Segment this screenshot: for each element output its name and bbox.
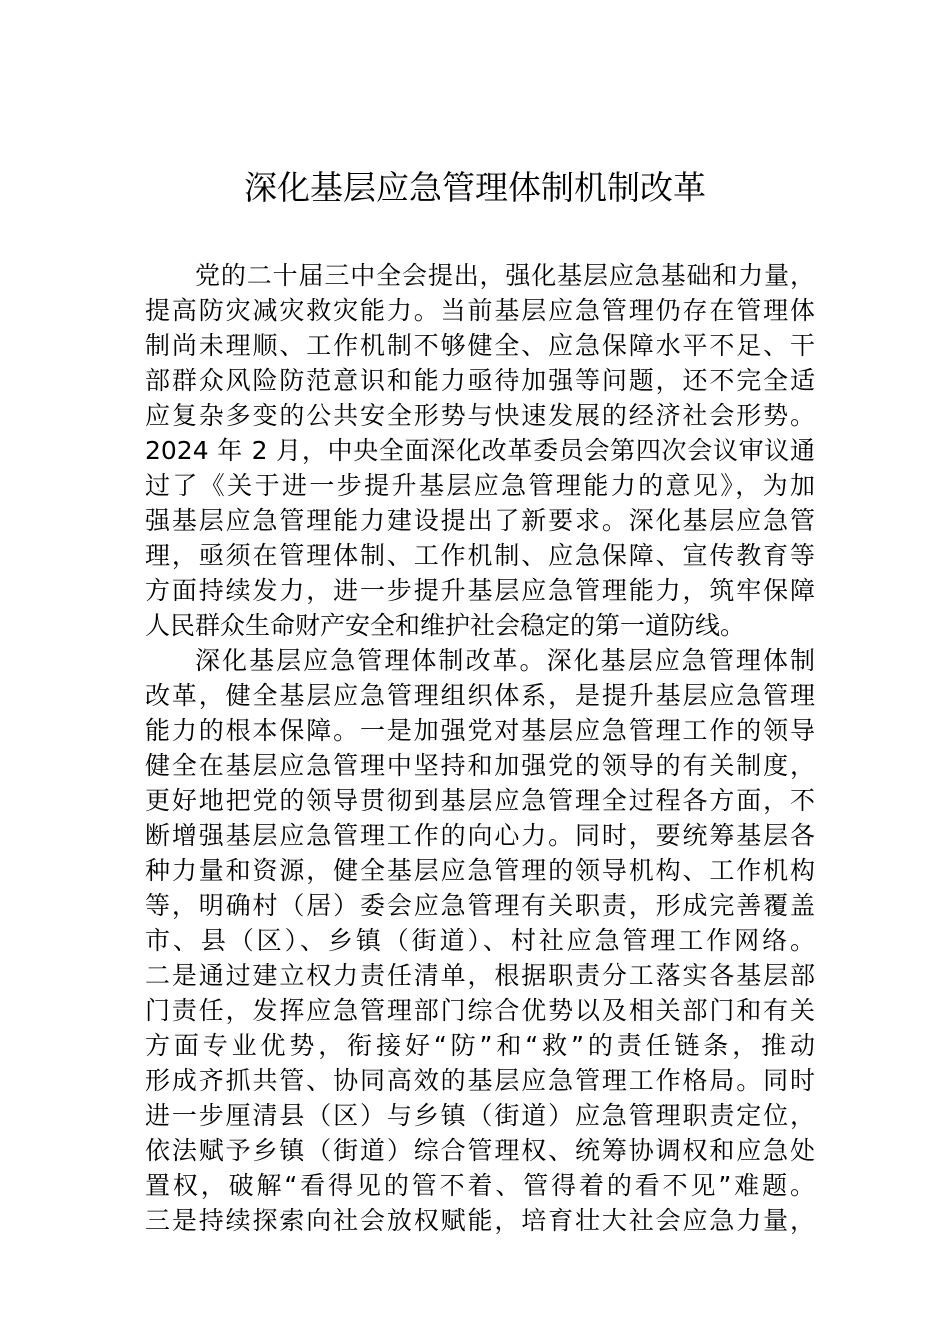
text-line: 过了《关于进一步提升基层应急管理能力的意见》，为加 <box>145 471 815 500</box>
text-line: 等，明确村（居）委会应急管理有关职责，形成完善覆盖 <box>145 891 815 920</box>
text-line: 理，亟须在管理体制、工作机制、应急保障、宣传教育等 <box>145 541 815 570</box>
text-line: 方面专业优势，衔接好“防”和“救”的责任链条，推动 <box>145 1031 815 1060</box>
document-body <box>145 258 815 1238</box>
text-line: 应复杂多变的公共安全形势与快速发展的经济社会形势。 <box>145 401 815 430</box>
text-line: 提高防灾减灾救灾能力。当前基层应急管理仍存在管理体 <box>145 296 815 325</box>
text-line: 形成齐抓共管、协同高效的基层应急管理工作格局。同时 <box>145 1066 815 1095</box>
text-line: 2024 年 2 月，中央全面深化改革委员会第四次会议审议通 <box>145 436 815 465</box>
text-line: 人民群众生命财产安全和维护社会稳定的第一道防线。 <box>145 611 746 640</box>
document-title: 深化基层应急管理体制机制改革 <box>244 168 706 207</box>
text-line: 三是持续探索向社会放权赋能，培育壮大社会应急力量， <box>145 1206 815 1235</box>
text-line: 市、县（区）、乡镇（街道）、村社应急管理工作网络。 <box>145 926 815 955</box>
paragraph-1 <box>145 258 815 643</box>
paragraph-2 <box>145 643 815 1238</box>
text-line: 门责任，发挥应急管理部门综合优势以及相关部门和有关 <box>145 996 815 1025</box>
text-line: 健全在基层应急管理中坚持和加强党的领导的有关制度， <box>145 751 815 780</box>
text-line: 断增强基层应急管理工作的向心力。同时，要统筹基层各 <box>145 821 815 850</box>
text-line: 更好地把党的领导贯彻到基层应急管理全过程各方面，不 <box>145 786 815 815</box>
text-line: 置权，破解“看得见的管不着、管得着的看不见”难题。 <box>145 1171 815 1200</box>
text-line: 种力量和资源，健全基层应急管理的领导机构、工作机构 <box>145 856 815 885</box>
text-line: 进一步厘清县（区）与乡镇（街道）应急管理职责定位， <box>145 1101 815 1130</box>
text-line: 党的二十届三中全会提出，强化基层应急基础和力量， <box>195 261 815 290</box>
text-line: 二是通过建立权力责任清单，根据职责分工落实各基层部 <box>145 961 815 990</box>
text-line: 深化基层应急管理体制改革。深化基层应急管理体制 <box>195 646 815 675</box>
text-line: 改革，健全基层应急管理组织体系，是提升基层应急管理 <box>145 681 815 710</box>
text-line: 强基层应急管理能力建设提出了新要求。深化基层应急管 <box>145 506 815 535</box>
text-line: 能力的根本保障。一是加强党对基层应急管理工作的领导 <box>145 716 815 745</box>
text-line: 依法赋予乡镇（街道）综合管理权、统筹协调权和应急处 <box>145 1136 815 1165</box>
text-line: 方面持续发力，进一步提升基层应急管理能力，筑牢保障 <box>145 576 815 605</box>
text-line: 部群众风险防范意识和能力亟待加强等问题，还不完全适 <box>145 366 815 395</box>
text-line: 制尚未理顺、工作机制不够健全、应急保障水平不足、干 <box>145 331 815 360</box>
